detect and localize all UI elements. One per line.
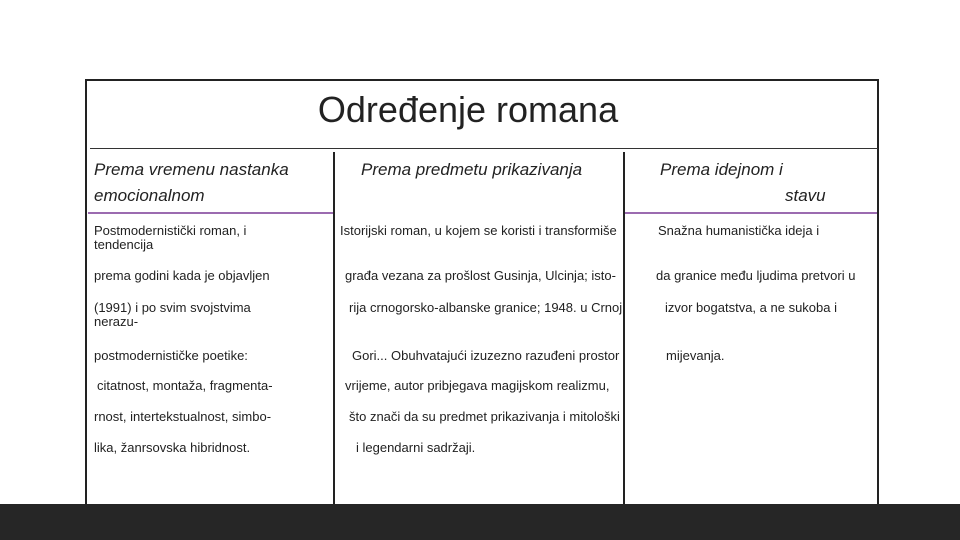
col2-line: građa vezana za prošlost Gusinja, Ulcinja; isto- [345, 268, 616, 283]
col1-line: citatnost, montaža, fragmenta- [97, 378, 273, 393]
col2-line: što znači da su predmet prikazivanja i mitološki [349, 409, 620, 424]
footer-bar [0, 504, 960, 540]
col1-line: (1991) i po svim svojstvima [94, 300, 251, 315]
column-divider-2 [623, 152, 625, 504]
column-header-subject: Prema predmetu prikazivanja [361, 160, 583, 179]
col2-line: i legendarni sadržaji. [356, 440, 476, 455]
col2-line: rija crnogorsko-albanske granice; 1948. u Crnoj [349, 300, 623, 315]
column-header-idea-cont: stavu [785, 186, 826, 205]
col1-line: lika, žanrsovska hibridnost. [94, 440, 251, 455]
col1-line: Postmodernistički roman, i [94, 223, 247, 238]
column-header-time: Prema vremenu nastanka [94, 160, 289, 179]
col2-line: Gori... Obuhvatajući izuzezno razuđeni prostor i [352, 348, 626, 363]
col2-line: vrijeme, autor pribjegava magijskom realizmu, [345, 378, 610, 393]
col1-line: postmodernističke poetike: [94, 348, 248, 363]
column-header-time-cont: emocionalnom [94, 186, 205, 205]
col1-line: rnost, intertekstualnost, simbo- [94, 409, 272, 424]
header-underline-col1 [88, 212, 333, 214]
col2-line: Istorijski roman, u kojem se koristi i transformiše [340, 223, 617, 238]
column-divider-1 [333, 152, 335, 504]
col3-line: Snažna humanistička ideja i [658, 223, 820, 238]
header-underline-col3 [625, 212, 877, 214]
title-divider [90, 148, 878, 149]
column-header-idea: Prema idejnom i [660, 160, 783, 179]
col1-line: prema godini kada je objavljen [94, 268, 270, 283]
slide-title: Određenje romana [317, 89, 619, 130]
col3-line: mijevanja. [666, 348, 725, 363]
col1-line: nerazu- [94, 314, 139, 329]
col3-line: izvor bogatstva, a ne sukoba i [665, 300, 837, 315]
col3-line: da granice među ljudima pretvori u [656, 268, 856, 283]
col1-line: tendencija [94, 237, 154, 252]
